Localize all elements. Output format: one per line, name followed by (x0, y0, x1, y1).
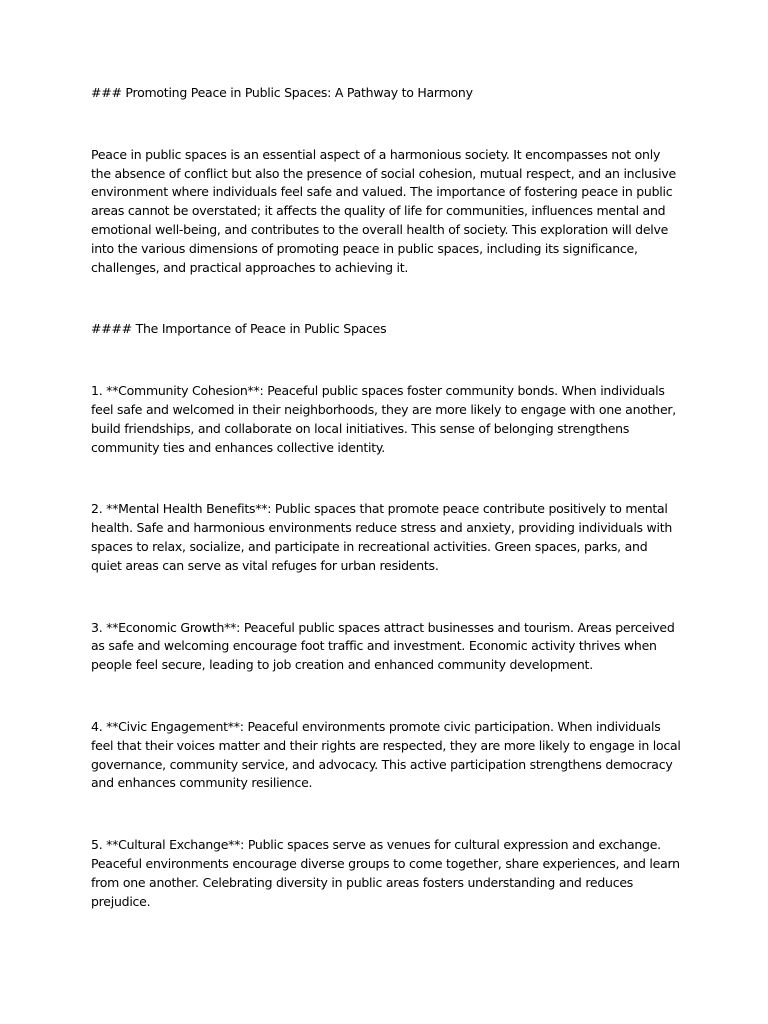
spacer (91, 576, 681, 619)
list-item-cultural-exchange: 5. **Cultural Exchange**: Public spaces serve as venues for cultural expression and exchange. Peaceful environments encourage diverse groups to come together, share experiences, and learn from one another. Celebrating diversity in public areas fosters understanding and reduces prejudice. (91, 837, 680, 909)
list-item-community-cohesion: 1. **Community Cohesion**: Peaceful public spaces foster community bonds. When individuals feel safe and welcomed in their neighborhoods, they are more likely to engage with one another, build friendships, and collaborate on local initiatives. This sense of belonging strengthens community ties and enhances collective identity. (91, 383, 677, 455)
document-page (91, 84, 681, 911)
list-item-economic-growth: 3. **Economic Growth**: Peaceful public spaces attract businesses and tourism. Areas perceived as safe and welcoming encourage foot traffic and investment. Economic activity thrives when people feel secure, leading to job creation and enhanced community development. (91, 619, 675, 673)
spacer (91, 103, 681, 146)
section-heading: #### The Importance of Peace in Public Spaces (91, 321, 387, 337)
spacer (91, 457, 681, 500)
list-item-civic-engagement: 4. **Civic Engagement**: Peaceful environments promote civic participation. When individuals feel that their voices matter and their rights are respected, they are more likely to engage in local governance, community service, and advocacy. This active participation strengthens democracy and enhances community resilience. (91, 718, 681, 791)
spacer (91, 675, 681, 718)
list-item-mental-health: 2. **Mental Health Benefits**: Public spaces that promote peace contribute positively to mental health. Safe and harmonious environments reduce stress and anxiety, providing individuals with spaces to relax, socialize, and participate in recreational activities. Green spaces, parks, and quiet areas can serve as vital refuges for urban residents. (91, 501, 673, 573)
spacer (91, 793, 681, 836)
document-title: ### Promoting Peace in Public Spaces: A Pathway to Harmony (91, 85, 473, 100)
spacer (91, 339, 681, 382)
intro-paragraph: Peace in public spaces is an essential aspect of a harmonious society. It encompasses not only the absence of conflict but also the presence of social cohesion, mutual respect, and an inclusive environment where individuals feel safe and valued. The importance of fostering peace in public areas cannot be overstated; it affects the quality of life for communities, influences mental and emotional well-being, and contributes to the overall health of society. This exploration will delve into the various dimensions of promoting peace in public spaces, including its significance, challenges, and practical approaches to achieving it. (91, 146, 676, 275)
spacer (91, 277, 681, 320)
